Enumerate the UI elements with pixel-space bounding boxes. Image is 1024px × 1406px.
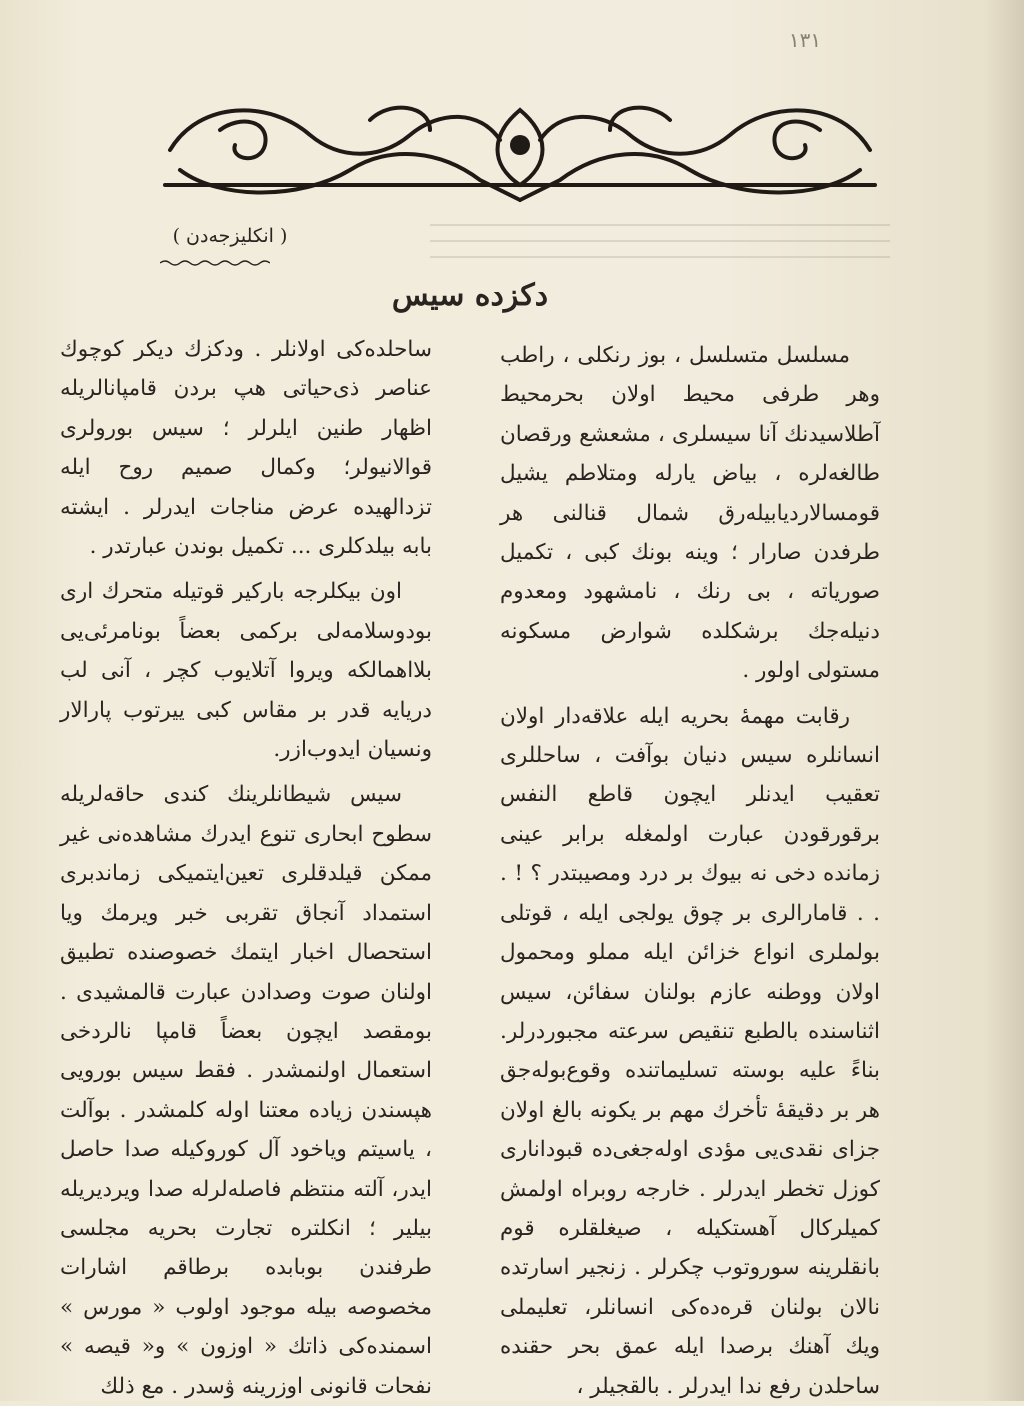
paragraph: مسلسل متسلسل ، بوز رنکلی ، راطب وهر طرفی محیط اولان بحرمحیط آطلاسیدنك آنا سیسلری ، مشعشع ورقصان طالغه‌لره ، بیاض یارله ومتلاطم یشیل قومسالاردیابیله‌رق شمال قنالنی هر طرفدن صارار ؛ وینه بونك کبی ، تکمیل صوریاته ، بی رنك ، نامشهود ومعدوم دنیله‌جك برشکلده شوارض مسکونه مستولی اولور . — [500, 343, 880, 684]
source-note-text: ( انکلیزجه‌دن ) — [172, 225, 288, 247]
wavy-underline — [160, 259, 270, 267]
paragraph: رقابت مهمهٔ بحریه ایله علاقه‌دار اولان انسانلره سیس دنیان بوآفت ، ساحللری تعقیب ایدنلر ایچون قاطع النفس برقورقودن عبارت اولمغله برابر عینی زمانده دخی نه بیوك بر درد ومصیبتدر ؟ ! . . . قامارالری بر چوق یولجی ایله ، قوتلی بولملری انواع خزائن ایله مملو ومحمول اولان ووطنه عازم بولنان سفائن، سیس اثناسنده بالطبع تنقیص سرعته مجبوردرلر. بناءً علیه بوسته تسلیماتنده وقوع‌بوله‌جق هر بر دقیقهٔ تأخرك مهم بر یکونه بالغ اولان جزای نقدی‌یی مؤدی اوله‌جغی‌ده قبوداناری کوزل تخطر ایدرلر . خارجه روبراه اولمش کمیلرکال آهستکیله ، صیغلقلره قوم بانقلرینه سوروتوب چکرلر . زنجیر اسارتده نالان بولنان قره‌ده‌کی انسانلر، تعلیملی ویك آهنك برصدا ایله عمق بحر حقنده ساحلدن رفع ندا ایدرلر . بالقجیلر ، — [500, 703, 880, 1399]
paragraph: سیس شیطانلرینك کندی حاقه‌لریله سطوح ابحاری تنوع ایدرك مشاهده‌نی غیر ممکن قیلدقلری تعین‌ایتمیکی زماندبری استمداد آنجاق تقربی خبر ویرمك ویا استحصال اخبار ایتمك خصوصنده تطبیق اولنان صوت وصدادن عبارت قالمشیدی . بومقصد ایچون بعضاً قامپا نالردخی استعمال اولنمشدر . فقط سیس بورویی هپسندن زیاده معتنا اوله کلمشدر . بوآلت ، یاسیتم ویاخود آل کوروکیله صدا حاصل ایدر، آلته منتظم فاصله‌لرله صدا ویردیریله بیلیر ؛ انکلتره تجارت بحریه مجلسی طرفندن بوبابده برطاقم اشارات مخصوصه بیله موجود اولوب « مورس » اسمنده‌کی ذاتك « اوزون » و« قیصه » نفحات قانونی اوزرینه ۋسدر . مع ذلك — [60, 782, 432, 1399]
source-note — [140, 225, 320, 247]
header-ornament — [160, 90, 880, 205]
paragraph: اون بیکلرجه بارکیر قوتیله متحرك اری بودوسلامه‌لی برکمی بعضاً بونامرئی‌یی بلااهمالکه ویروا آتلایوب کچر ، آنی لب دریایه قدر بر مقاس کبی ییرتوب پارالار ونسیان ایدوب‌ازر. — [60, 579, 432, 763]
paragraph: ساحلده‌کی اولانلر . ودکزك دیکر کوچوك عناصر ذی‌حیاتی هپ بردن قامپانالریله اظهار طنین ایلرلر ؛ سیس بورولری قوالانیولر؛ وکمال صمیم روح ایله تزدالهیده عرض مناجات ایدرلر . ایشته بابه بیلدکلری ... تکمیل بوندن عبارتدر . — [60, 337, 432, 560]
article-title: دکزده سیس — [391, 278, 549, 313]
page-number: ۱۳۱ — [788, 28, 822, 52]
right-column — [500, 336, 880, 1406]
page-edge-shadow — [984, 0, 1024, 1401]
left-column — [60, 330, 432, 1406]
